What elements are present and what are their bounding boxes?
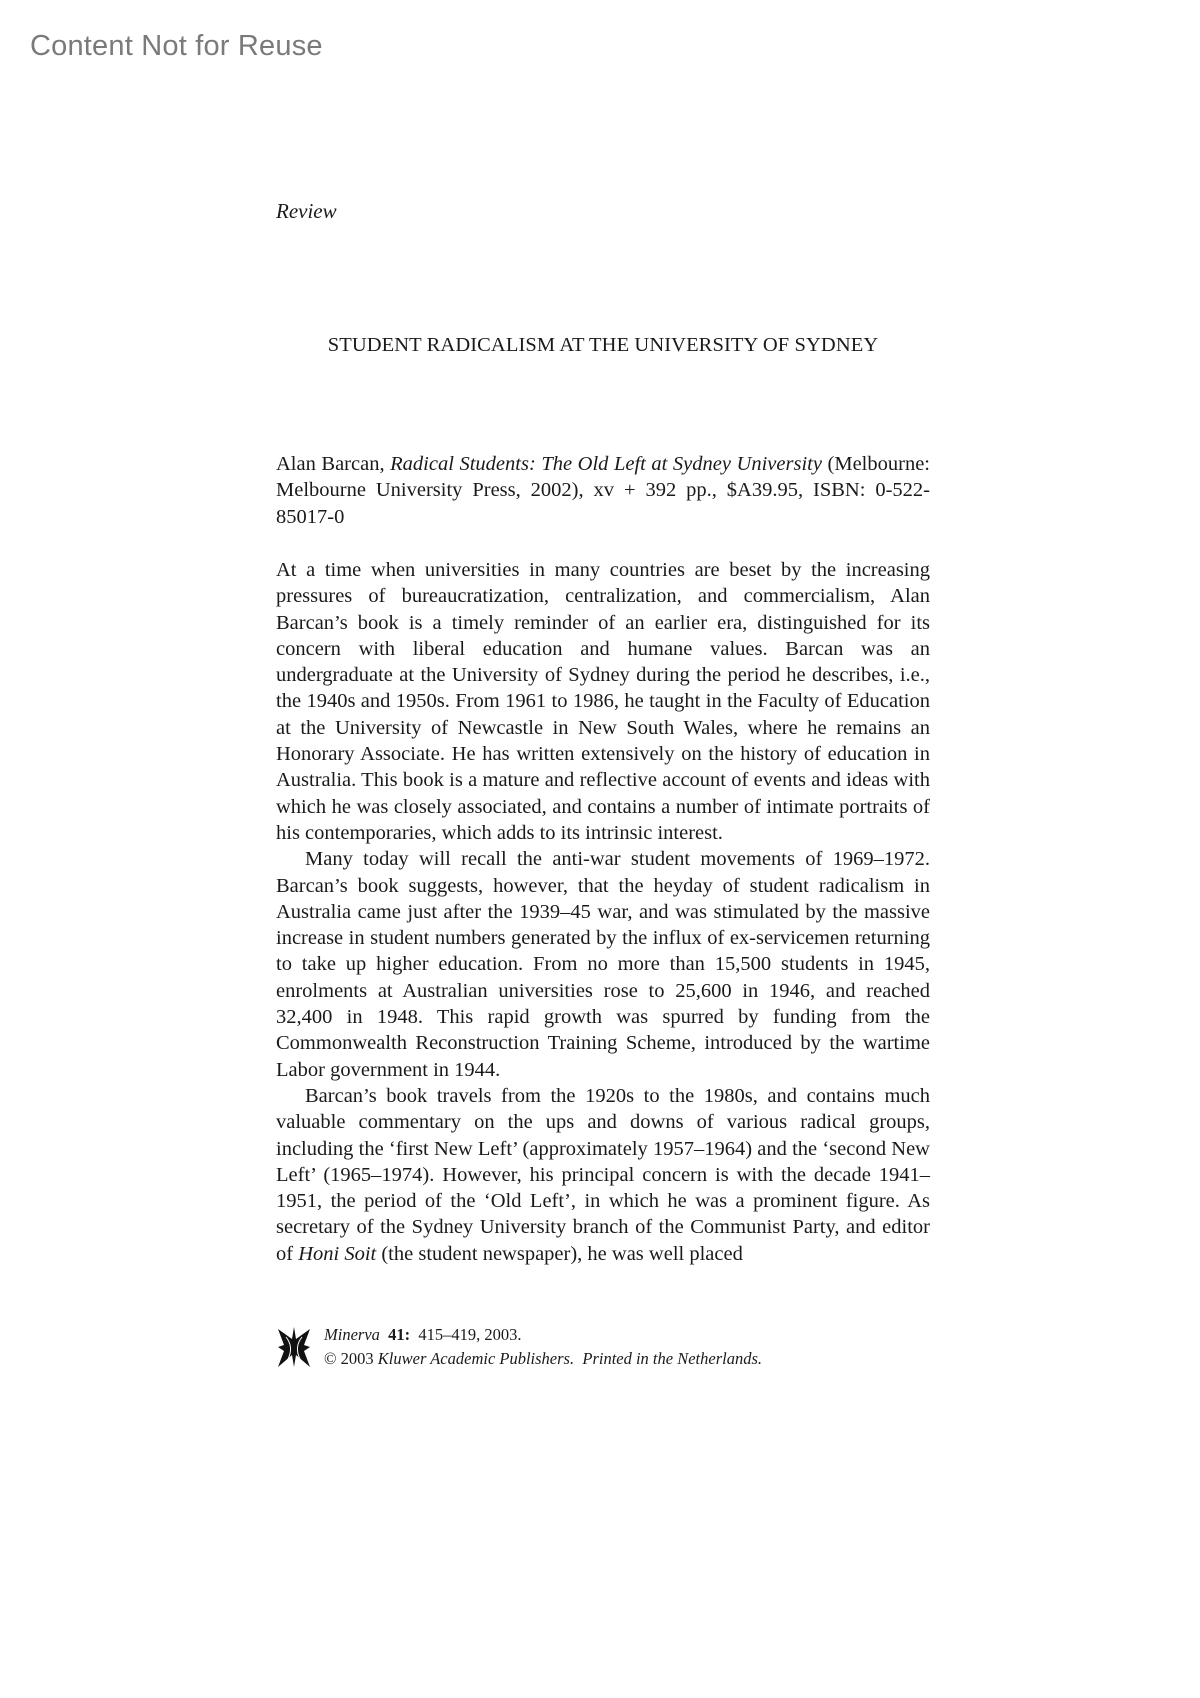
paragraph-3-tail: (the student newspaper), he was well placed [376,1242,743,1265]
citation-author: Alan Barcan, [276,453,391,475]
journal-reference [324,1323,762,1347]
paragraph-1: At a time when universities in many countries are beset by the increasing pressures of bureaucratization, centralization, and commercialism, Alan Barcan’s book is a timely reminder of an earlier era, distinguished for its concern with liberal education and humane values. Barcan was an undergraduate at the University of Sydney during the period he describes, i.e., the 1940s and 1950s. From 1961 to 1986, he taught in the Faculty of Education at the University of Newcastle in New South Wales, where he remains an Honorary Associate. He has written extensively on the history of education in Australia. This book is a mature and reflective account of events and ideas with which he was closely associated, and contains a number of intimate portraits of his contemporaries, which adds to its intrinsic interest. [276,559,930,844]
page-footer [276,1323,930,1373]
article-title: STUDENT RADICALISM AT THE UNIVERSITY OF SYDNEY [327,334,879,356]
paragraph-3-text: Barcan’s book travels from the 1920s to the 1980s, and contains much valuable commentary on the ups and downs of various radical groups, including the ‘first New Left’ (approximately 1957–1964) and the ‘second New Left’ (1965–1974). However, his principal concern is with the decade 1941–1951, the period of the ‘Old Left’, in which he was a prominent figure. As secretary of the Sydney University branch of the Communist Party, and editor of [276,1084,930,1265]
citation-book-title: Radical Students: The Old Left at Sydney University [390,453,822,475]
paragraph-2: Many today will recall the anti-war student movements of 1969–1972. Barcan’s book suggests, however, that the heyday of student radicalism in Australia came just after the 1939–45 war, and was stimulated by the massive increase in student numbers generated by the influx of ex-servicemen returning to take up higher education. From no more than 15,500 students in 1945, enrolments at Australian universities rose to 25,600 in 1946, and reached 32,400 in 1948. This rapid growth was spurred by funding from the Commonwealth Reconstruction Training Scheme, introduced by the wartime Labor government in 1944. [276,848,930,1081]
book-citation [276,451,930,530]
watermark: Content Not for Reuse [30,30,323,62]
newspaper-title: Honi Soit [298,1242,377,1265]
journal-pages-year: 415–419, 2003. [418,1325,522,1344]
section-label: Review [276,199,337,223]
review-body [276,557,930,1267]
publisher-logo-icon [276,1325,312,1369]
copyright-line [324,1347,762,1371]
journal-volume: 41: [388,1325,411,1344]
journal-name: Minerva [324,1325,380,1344]
citation-details: (Melbourne: Melbourne University Press, 2002), xv + 392 pp., $A39.95, ISBN: 0-522-85017-0 [276,453,930,528]
footer-lines [324,1323,762,1371]
copyright-prefix: © 2003 [324,1349,378,1368]
paragraph-3 [276,1083,930,1267]
printed-location: Printed in the Netherlands. [582,1349,763,1368]
publisher-name: Kluwer Academic Publishers. [377,1349,575,1368]
